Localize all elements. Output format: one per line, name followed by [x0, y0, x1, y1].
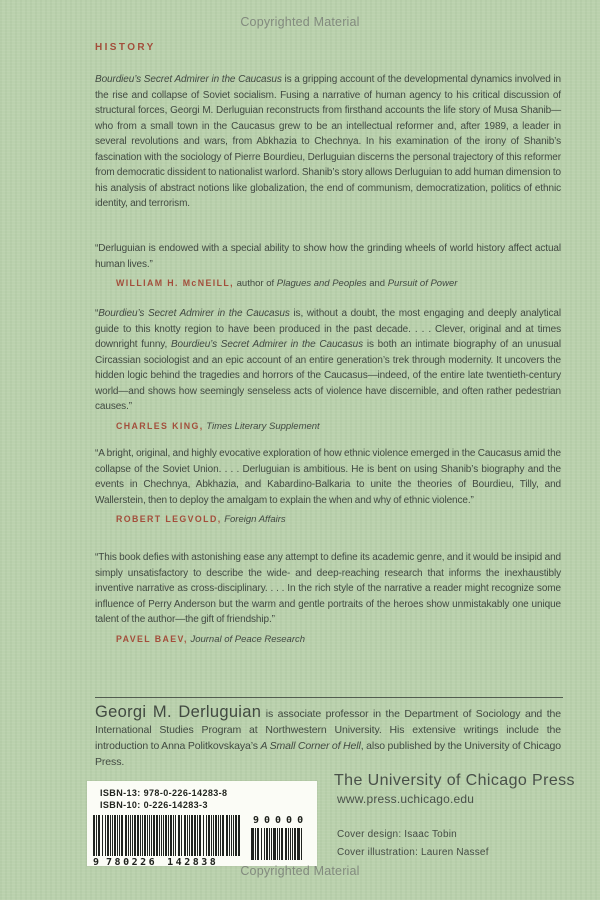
isbn-lines	[87, 781, 317, 811]
book-description: Bourdieu’s Secret Admirer in the Caucasus is a gripping account of the developmental dynamics involved in the rise and collapse of Soviet socialism. Fusing a narrative of human agency to his critical discussion of structural forces, Georgi M. Derluguian reconstructs from firsthand accounts the life story of Musa Shanib—who from a small town in the Caucasus grew to be an intellectual reformer and, after 1989, a leader in several revolutions and wars, from Abkhazia to Chechnya. In his examination of the irony of Shanib’s fascination with the sociology of Pierre Bourdieu, Derluguian discerns the personal trajectory of this reformer from democratic dissident to nationalist warlord. Shanib’s story allows Derluguian to add human dimension to his analysis of abstract notions like globalization, the end of communism, democratization, politics of ethnic identity, and terrorism.	[95, 74, 561, 209]
ean-digit-group1: 780226	[106, 857, 158, 868]
publisher-website: www.press.uchicago.edu	[337, 792, 475, 806]
review-quote-block-3	[95, 446, 561, 526]
review-attribution: ROBERT LEGVOLD, Foreign Affairs	[116, 514, 286, 525]
barcode-row	[93, 815, 317, 868]
review-attribution: WILLIAM H. McNEILL, author of Plagues and Peoples and Pursuit of Power	[116, 278, 458, 289]
category-label: HISTORY	[95, 42, 156, 53]
author-bio: Georgi M. Derluguian is associate professor in the Department of Sociology and the International Studies Program at Northwestern University. His extensive writings include the introduction to Anna Politkovskaya’s A Small Corner of Hell, also published by the University of Chicago Press.	[95, 703, 562, 768]
isbn-13-label: ISBN-13: 978-0-226-14283-8	[100, 788, 228, 798]
divider-rule	[95, 697, 563, 698]
review-quote-block-4	[95, 550, 561, 646]
review-quote-text: “Derluguian is endowed with a special ability to show how the grinding wheels of world history affect actual human lives.”	[95, 243, 561, 270]
cover-credits	[337, 826, 489, 861]
review-quote-text: “This book defies with astonishing ease any attempt to define its academic genre, and it would be insipid and simply unsatisfactory to describe the wide- and deep-reaching research that informs the inexhaustibly inventive narrative as cross-disciplinary. . . . In the rich style of the narrative a reader might recognize some influence of Perry Anderson but the warm and gentle portraits of the heroes show unmistakably one unique talent of the author—the gift of friendship.”	[95, 552, 561, 625]
review-quote-block-2	[95, 306, 561, 433]
supplement-digits: 90000	[253, 815, 309, 826]
publisher-block	[334, 771, 575, 806]
ean-barcode-bars	[93, 815, 245, 856]
ean-barcode	[93, 815, 245, 868]
review-attribution: CHARLES KING, Times Literary Supplement	[116, 420, 320, 432]
supplement-barcode	[251, 815, 313, 868]
cover-design-credit: Cover design: Isaac Tobin	[337, 829, 457, 840]
isbn-10-label: ISBN-10: 0-226-14283-3	[100, 799, 208, 810]
copyright-banner-bottom: Copyrighted Material	[240, 864, 360, 878]
isbn-box	[87, 781, 317, 866]
review-quote-block-1	[95, 241, 561, 290]
ean-digit-lead: 9	[93, 857, 100, 868]
review-quote-text: “Bourdieu’s Secret Admirer in the Caucasus is, without a doubt, the most engaging and deeply analytical guide to this knotty region to have been produced in the past decade. . . . Clever, original and at times downright funny, Bourdieu’s Secret Admirer in the Caucasus is both an intimate biography of an unusual Circassian sociologist and an epic account of an entire generation’s trek through modernity. It uncovers the hidden logic behind the tragedies and horrors of the Caucasus—indeed, of the entire late twentieth-century world—and shows how seemingly senseless acts of violence have discernible, and often rather pedestrian causes.”	[95, 308, 561, 412]
cover-illustration-credit: Cover illustration: Lauren Nassef	[337, 846, 489, 858]
supplement-barcode-bars	[251, 828, 313, 860]
publisher-name: The University of Chicago Press	[334, 772, 575, 789]
copyright-banner-top: Copyrighted Material	[240, 15, 360, 29]
review-attribution: PAVEL BAEV, Journal of Peace Research	[116, 633, 306, 645]
review-quote-text: “A bright, original, and highly evocative exploration of how ethnic violence emerged in the Caucasus amid the collapse of the Soviet Union. . . . Derluguian is ambitious. He is bent on using Shanib’s biography and the events in Chechnya, Abkhazia, and Kabardino-Balkaria to unite the theories of Bourdieu, Tilly, and Wallerstein, then to deploy the amalgam to explain the when and why of ethnic violence.”	[95, 448, 561, 506]
ean-digit-group2: 142838	[167, 857, 219, 868]
